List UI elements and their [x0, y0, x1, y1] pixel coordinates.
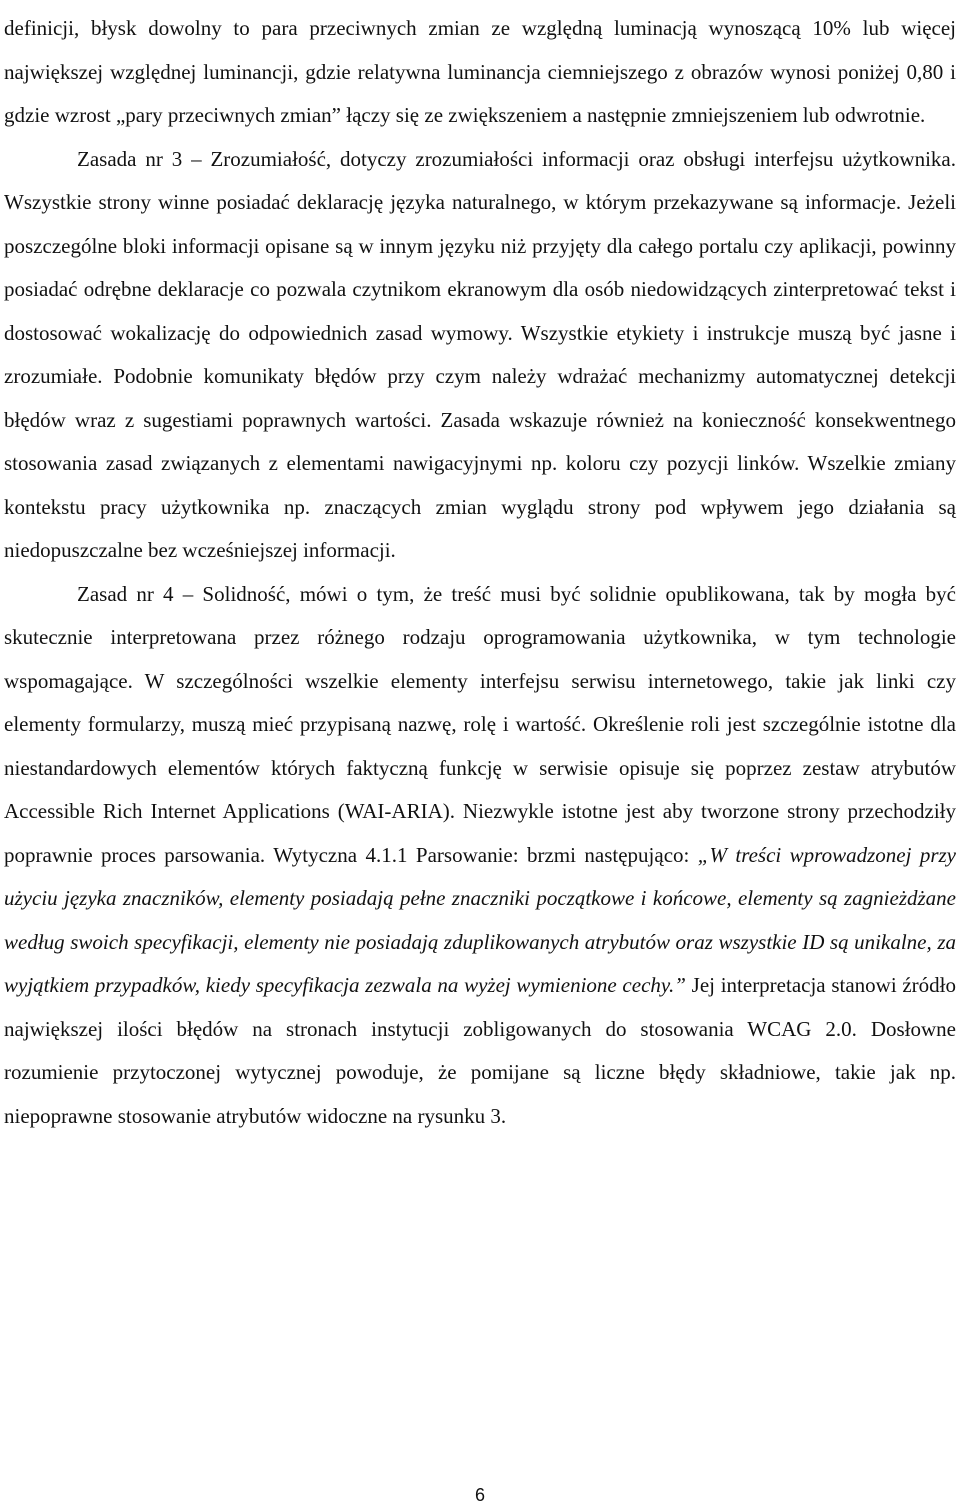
body-text [4, 7, 956, 1138]
paragraph-principle-4-text: Zasad nr 4 – Solidność, mówi o tym, że treść musi być solidnie opublikowana, tak by mogła być skutecznie interpretowana przez różnego rodzaju oprogramowania użytkownika, w tym technologie wspomagające. W szczególności wszelkie elementy interfejsu serwisu internetowego, takie jak linki czy elementy formularzy, muszą mieć przypisaną nazwę, rolę i wartość. Określenie roli jest szczególnie istotne dla niestandardowych elementów których faktyczną funkcję w serwisie opisuje się poprzez zestaw atrybutów Accessible Rich Internet Applications (WAI-ARIA). Niezwykle istotne jest aby tworzone strony przechodziły poprawnie proces parsowania. Wytyczna 4.1.1 Parsowanie: brzmi następująco: [4, 581, 956, 867]
paragraph-1-text: definicji, błysk dowolny to para przeciwnych zmian ze względną luminacją wynoszącą 10% lub więcej największej względnej luminancji, gdzie relatywna luminancja ciemniejszego z obrazów wynosi poniżej 0,80 i gdzie wzrost „pary przeciwnych zmian” łączy się ze zwiększeniem a następnie zmniejszeniem lub odwrotnie. [4, 16, 956, 127]
paragraph-1 [4, 7, 956, 138]
paragraph-principle-4 [4, 573, 956, 1139]
guideline-quote: „W treści wprowadzonej przy użyciu języka znaczników, elementy posiadają pełne znaczniki początkowe i końcowe, elementy są zagnieżdżane według swoich specyfikacji, elementy nie posiadają zduplikowanych atrybutów oraz wszystkie ID są unikalne, za wyjątkiem przypadków, kiedy specyfikacja zezwala na wyżej wymienione cechy.” [4, 842, 956, 997]
paragraph-principle-3-text: Zasada nr 3 – Zrozumiałość, dotyczy zrozumiałości informacji oraz obsługi interfejsu użytkownika. Wszystkie strony winne posiadać deklarację języka naturalnego, w którym przekazywane są informacje. Jeżeli poszczególne bloki informacji opisane są w innym języku niż przyjęty dla całego portalu czy aplikacji, powinny posiadać odrębne deklaracje co pozwala czytnikom ekranowym dla osób niedowidzących zinterpretować tekst i dostosować wokalizację do odpowiednich zasad wymowy. Wszystkie etykiety i instrukcje muszą być jasne i zrozumiałe. Podobnie komunikaty błędów przy czym należy wdrażać mechanizmy automatycznej detekcji błędów wraz z sugestiami poprawnych wartości. Zasada wskazuje również na konieczność konsekwentnego stosowania zasad związanych z elementami nawigacyjnymi np. koloru czy pozycji linków. Wszelkie zmiany kontekstu pracy użytkownika np. znaczących zmian wyglądu strony pod wpływem jego działania są niedopuszczalne bez wcześniejszej informacji. [4, 146, 956, 562]
paragraph-principle-3 [4, 138, 956, 573]
page-number: 6 [474, 1485, 485, 1505]
paragraph-principle-4-continuation: Jej interpretacja stanowi źródło największej ilości błędów na stronach instytucji zobligowanych do stosowania WCAG 2.0. Dosłowne rozumienie przytoczonej wytycznej powoduje, że pomijane są liczne błędy składniowe, takie jak np. niepoprawne stosowanie atrybutów widoczne na rysunku 3. [4, 973, 956, 1128]
